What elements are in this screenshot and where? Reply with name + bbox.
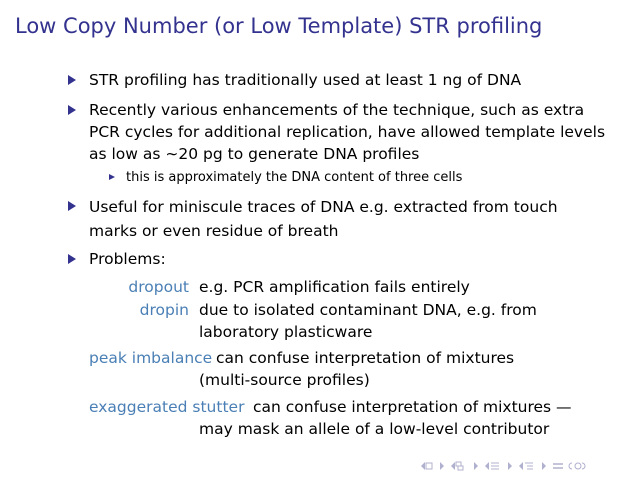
prev-frame-icon[interactable] bbox=[450, 461, 468, 474]
align-icon[interactable] bbox=[552, 461, 564, 474]
slide-title: Low Copy Number (or Low Template) STR profiling bbox=[15, 14, 543, 38]
bullet-item: Recently various enhancements of the technique, such as extra PCR cycles for additional replication, have allowed template levels as low as ∼20 pg to generate DNA profiles bbox=[89, 101, 606, 163]
prev-subsection-icon[interactable] bbox=[518, 461, 536, 474]
navigation-bar bbox=[420, 460, 635, 474]
problem-term: peak imbalance bbox=[89, 349, 213, 367]
problem-term: exaggerated stutter bbox=[89, 398, 245, 416]
bullet-triangle-icon bbox=[68, 254, 76, 264]
sub-bullet-item: this is approximately the DNA content of three cells bbox=[126, 170, 463, 185]
next-frame-icon[interactable] bbox=[472, 461, 480, 474]
problem-description: can confuse interpretation of mixtures (multi-source profiles) bbox=[199, 349, 515, 389]
search-icon[interactable] bbox=[568, 461, 586, 474]
bullet-item: STR profiling has traditionally used at least 1 ng of DNA bbox=[89, 71, 522, 89]
bullet-triangle-icon bbox=[68, 201, 76, 211]
sub-bullet-triangle-icon bbox=[109, 174, 115, 180]
problem-description: can confuse interpretation of mixtures — may mask an allele of a low-level contributor bbox=[199, 398, 572, 438]
bullet-triangle-icon bbox=[68, 75, 76, 85]
problem-term: dropout bbox=[128, 278, 189, 296]
bullet-triangle-icon bbox=[68, 105, 76, 115]
problem-description: e.g. PCR amplification fails entirely bbox=[199, 278, 470, 296]
prev-section-icon[interactable] bbox=[484, 461, 502, 474]
problem-term: dropin bbox=[139, 301, 189, 319]
next-slide-icon[interactable] bbox=[438, 461, 446, 474]
bullet-item: Useful for miniscule traces of DNA e.g. extracted from touch marks or even residue of breath bbox=[89, 198, 558, 240]
next-section-icon[interactable] bbox=[506, 461, 514, 474]
bullet-item: Problems: bbox=[89, 250, 166, 268]
first-slide-icon[interactable] bbox=[420, 461, 434, 474]
next-subsection-icon[interactable] bbox=[540, 461, 548, 474]
problem-description: due to isolated contaminant DNA, e.g. from laboratory plasticware bbox=[199, 301, 537, 341]
